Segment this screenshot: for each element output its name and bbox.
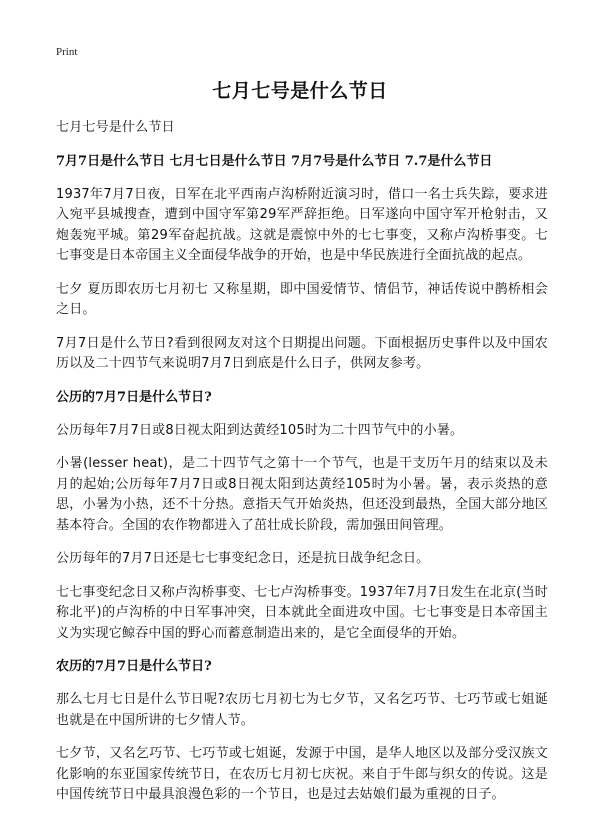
paragraph: 1937年7月7日夜，日军在北平西南卢沟桥附近演习时，借口一名士兵失踪，要求进入宛平县城搜查，遭到中国守军第29军严辞拒绝。日军遂向中国守军开枪射击，又炮轰宛平城。第29军奋起抗战。这就是震惊中外的七七事变，又称卢沟桥事变。七七事变是日本帝国主义全面侵华战争的开始，也是中华民族进行全面抗战的起点。: [56, 186, 548, 263]
section-heading: 7月7日是什么节日 七月七日是什么节日 7月7号是什么节日 7.7是什么节日: [56, 153, 493, 169]
paragraph: 七月七号是什么节日: [56, 120, 175, 135]
paragraph: 公历每年的7月7日还是七七事变纪念日，还是抗日战争纪念日。: [56, 551, 430, 566]
page-title: 七月七号是什么节日: [212, 80, 388, 102]
paragraph: 小暑(lesser heat)，是二十四节气之第十一个节气，也是干支历午月的结束以及未月的起始;公历每年7月7日或8日视太阳到达黄经105时为小暑。暑，表示炎热的意思，小暑为小热，还不十分热。意指天气开始炎热，但还没到最热，全国大部分地区基本符合。全国的农作物都进入了茁壮成长阶段，需加强田间管理。: [56, 456, 548, 533]
paragraph: 七夕 夏历即农历七月初七 又称星期，即中国爱情节、情侣节，神话传说中鹊桥相会之日。: [56, 281, 548, 317]
paragraph: 七七事变纪念日又称卢沟桥事变、七七卢沟桥事变。1937年7月7日发生在北京(当时称北平)的卢沟桥的中日军事冲突，日本就此全面进攻中国。七七事变是日本帝国主义为实现它鲸吞中国的野心而蓄意制造出来的，是它全面侵华的开始。: [56, 584, 548, 641]
article-body: [56, 118, 548, 819]
paragraph: 那么七月七日是什么节日呢?农历七月初七为七夕节，又名乞巧节、七巧节或七姐诞也就是在中国所讲的七夕情人节。: [56, 692, 548, 728]
paragraph: 七夕节，又名乞巧节、七巧节或七姐诞，发源于中国，是华人地区以及部分受汉族文化影响的东亚国家传统节日，在农历七月初七庆祝。来自于牛郎与织女的传说。这是中国传统节日中最具浪漫色彩的一个节日，也是过去姑娘们最为重视的日子。: [56, 746, 548, 802]
paragraph: 7月7日是什么节日?看到很网友对这个日期提出问题。下面根据历史事件以及中国农历以及二十四节气来说明7月7日到底是什么日子，供网友参考。: [56, 335, 548, 371]
section-heading: 农历的7月7日是什么节日?: [56, 659, 212, 674]
section-heading: 公历的7月7日是什么节日?: [56, 389, 212, 405]
print-link[interactable]: Print: [56, 46, 78, 58]
paragraph: 公历每年7月7日或8日视太阳到达黄经105时为二十四节气中的小暑。: [56, 422, 464, 438]
